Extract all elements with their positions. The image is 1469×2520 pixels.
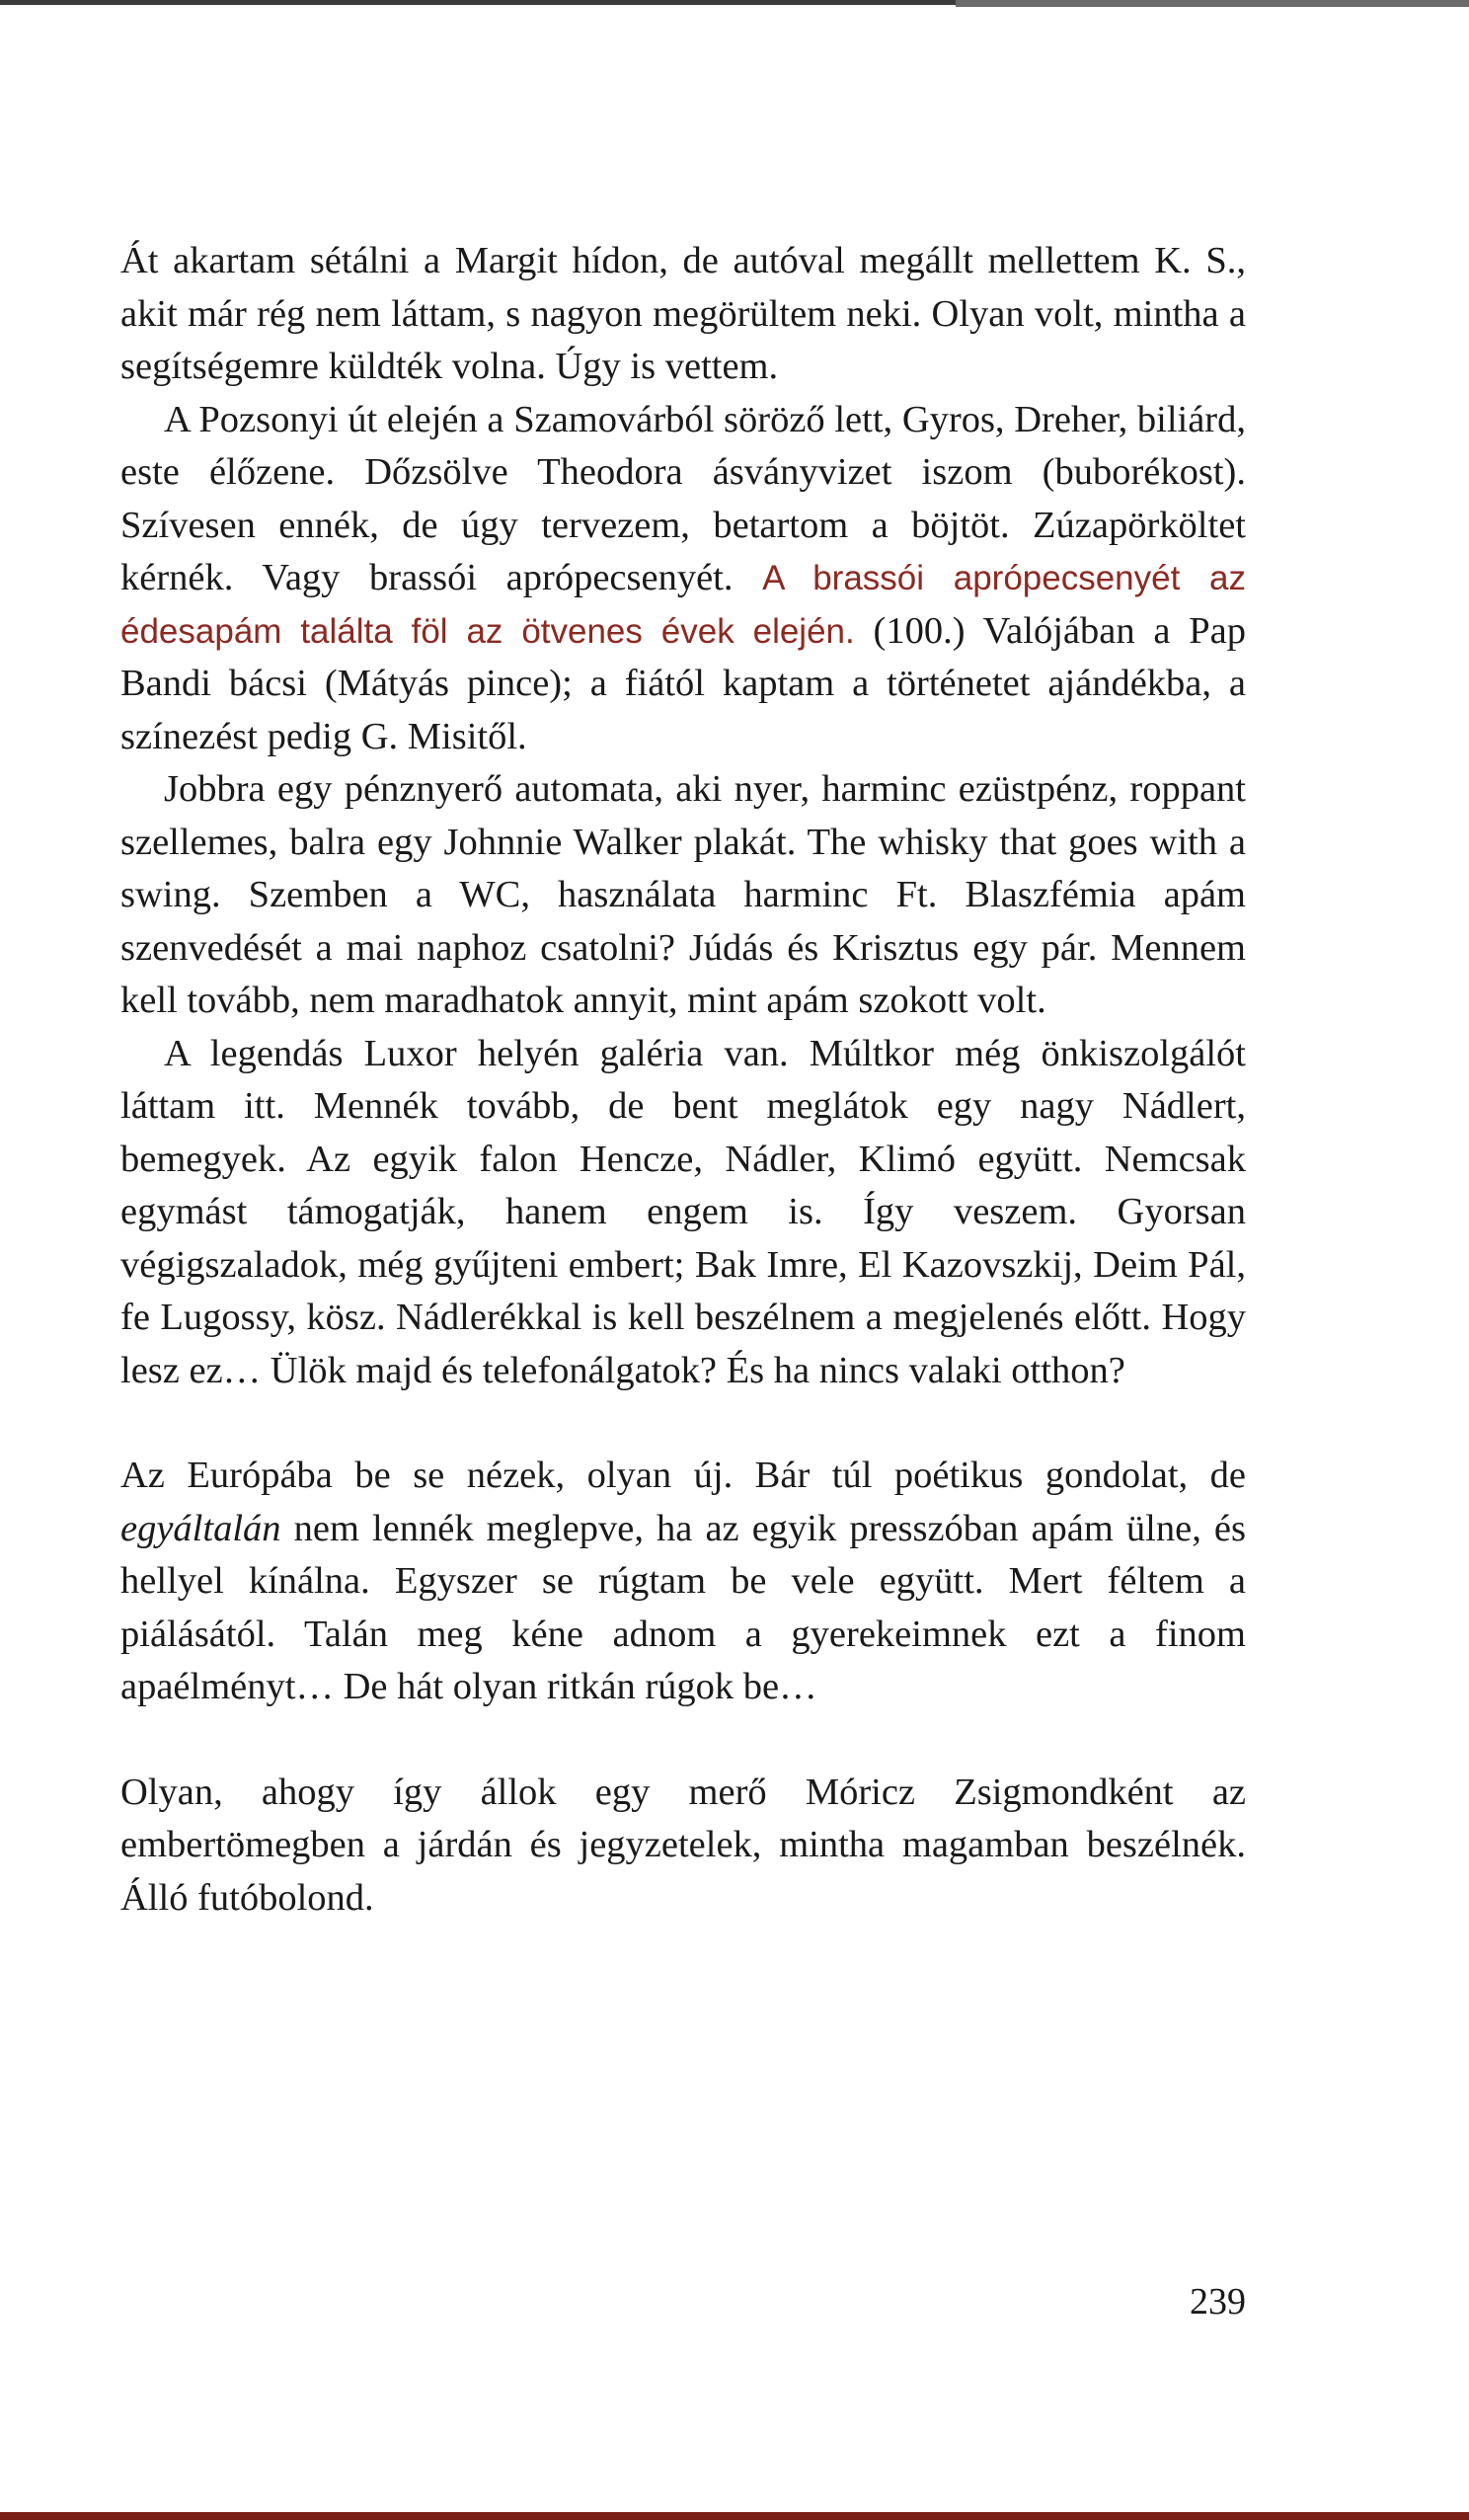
- text-segment: Az Európába be se nézek, olyan új. Bár túl poétikus gondolat, de: [120, 1455, 1246, 1496]
- page-number: 239: [1190, 2281, 1246, 2323]
- scan-bottom-edge: [0, 2512, 1469, 2520]
- paragraph: [120, 763, 1246, 1028]
- text-segment: A Pozsonyi út elején a Szamovárból söröző lett, Gyros, Dreher, biliárd, este élőzene. Dőzsölve Theodora ásványvizet iszom (buborékost). Szívesen ennék, de úgy tervezem, betartom a böjtöt. Zúzapörköltet kérnék. Vagy brassói aprópecsenyét.: [120, 398, 1246, 598]
- paragraph: [120, 235, 1246, 394]
- scan-top-edge-shadow: [956, 0, 1469, 7]
- highlighted-quote: A brassói aprópecsenyét az édesapám találta föl az ötvenes évek elején.: [120, 559, 1247, 651]
- emphasized-text: egyáltalán: [120, 1507, 281, 1549]
- text-segment: A legendás Luxor helyén galéria van. Múltkor még önkiszolgálót láttam itt. Mennék tovább, de bent meglátok egy nagy Nádlert, bemegyek. Az egyik falon Hencze, Nádler, Klimó együtt. Nemcsak egymást támogatják, hanem engem is. Így veszem. Gyorsan végigszaladok, még gyűjteni embert; Bak Imre, El Kazovszkij, Deim Pál, fe Lugossy, kösz. Nádlerékkal is kell beszélnem a megjelenés előtt. Hogy lesz ez… Ülök majd és telefonálgatok? És ha nincs valaki otthon?: [120, 1032, 1246, 1391]
- paragraph: [120, 1767, 1246, 1926]
- text-segment: Olyan, ahogy így állok egy merő Móricz Zsigmondként az embertömegben a járdán és jegyzetelek, mintha magamban beszélnék. Álló futóbolond.: [120, 1771, 1246, 1919]
- text-segment: (100.) Valójában a Pap Bandi bácsi (Mátyás pince); a fiától kaptam a történetet ajándékba, a színezést pedig G. Misitől.: [120, 609, 1246, 757]
- paragraph: [120, 1450, 1246, 1714]
- page-body: [120, 235, 1246, 1925]
- text-segment: nem lennék meglepve, ha az egyik presszóban apám ülne, és hellyel kínálna. Egyszer se rúgtam be vele együtt. Mert féltem a piálásától. Talán meg kéne adnom a gyerekeimnek ezt a finom apaélményt… De hát olyan ritkán rúgok be…: [120, 1507, 1246, 1707]
- text-segment: Jobbra egy pénznyerő automata, aki nyer, harminc ezüstpénz, roppant szellemes, balra egy Johnnie Walker plakát. The whisky that goes with a swing. Szemben a WC, használata harminc Ft. Blaszfémia apám szenvedését a mai naphoz csatolni? Júdás és Krisztus egy pár. Mennem kell tovább, nem maradhatok annyit, mint apám szokott volt.: [120, 768, 1246, 1021]
- paragraph: [120, 1028, 1246, 1398]
- text-segment: Át akartam sétálni a Margit hídon, de autóval megállt mellettem K. S., akit már rég nem láttam, s nagyon megörültem neki. Olyan volt, mintha a segítségemre küldték volna. Úgy is vettem.: [120, 240, 1246, 387]
- paragraph: [120, 394, 1246, 764]
